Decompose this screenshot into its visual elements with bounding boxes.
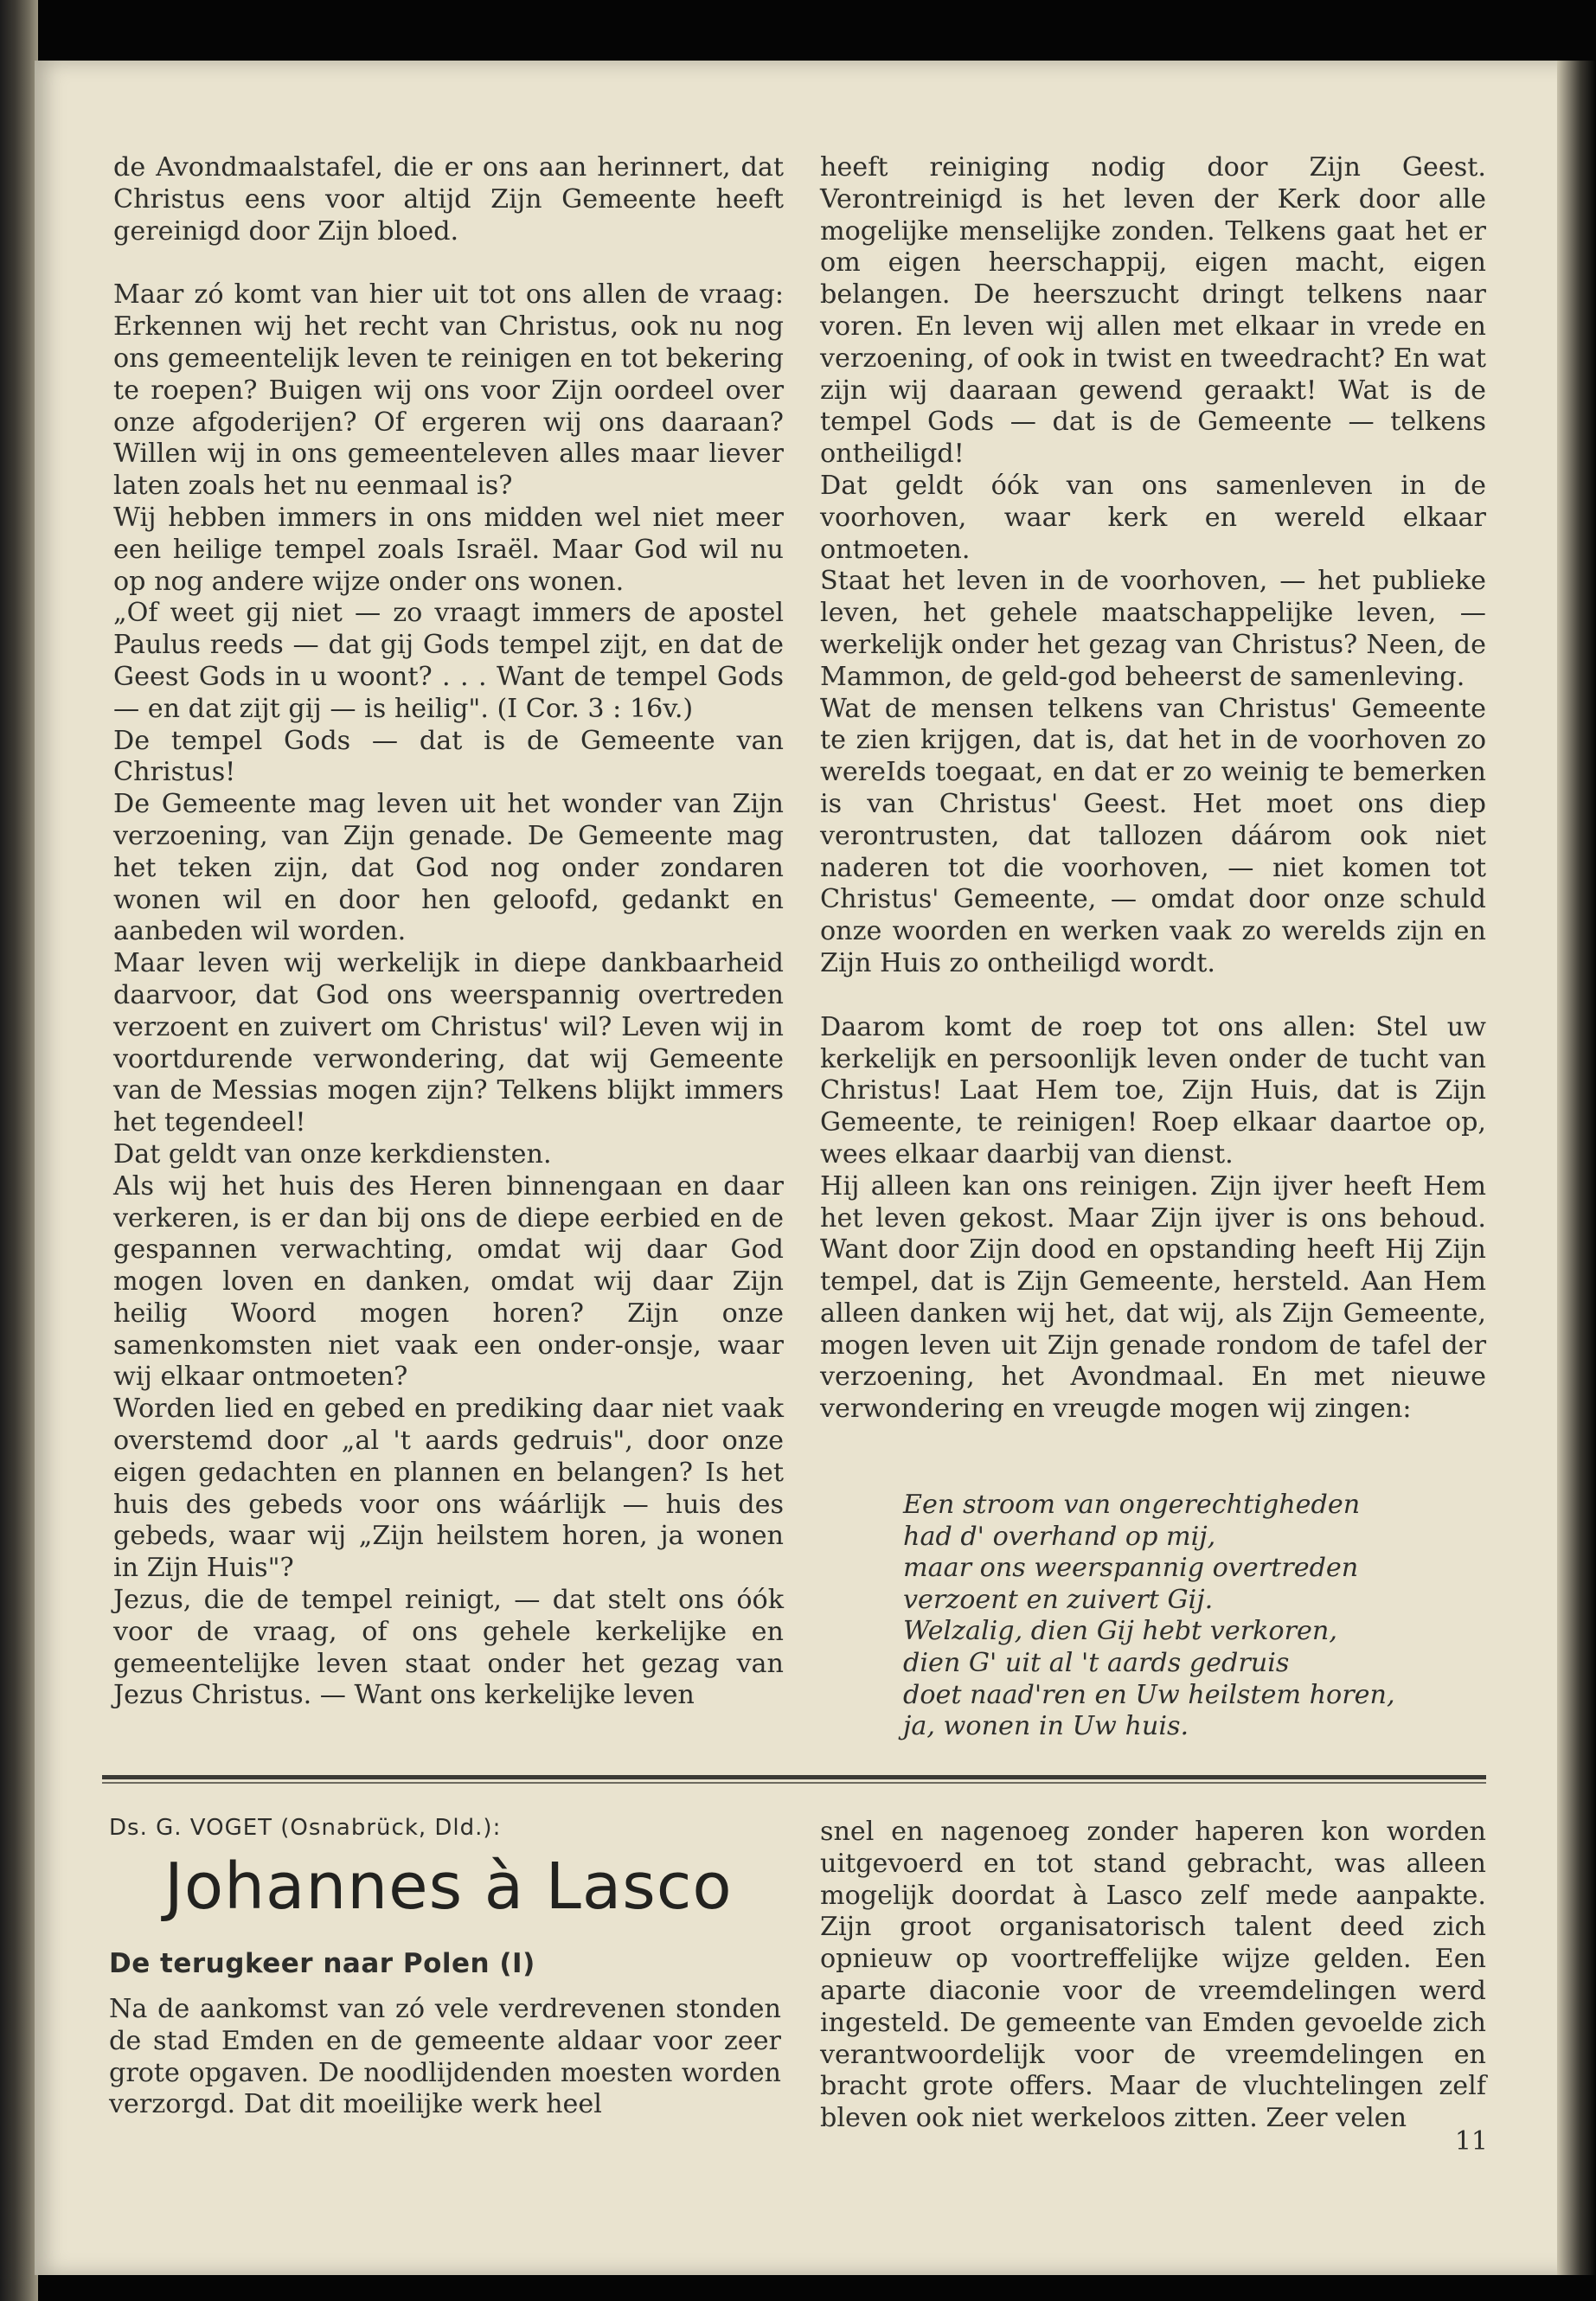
verse-line: ja, wonen in Uw huis. bbox=[903, 1711, 1189, 1742]
right-column bbox=[820, 152, 1486, 1426]
paragraph: Dat geldt óók van ons samenleven in de voorhoven, waar kerk en wereld elkaar ontmoeten. bbox=[820, 470, 1486, 565]
paragraph: heeft reiniging nodig door Zijn Geest. Verontreinigd is het leven der Kerk door alle mogelijke menselijke zonden. Telkens gaat het er om eigen heerschappij, eigen macht, eigen belangen. De heerszucht dringt telkens naar voren. En leven wij allen met elkaar in vrede en verzoening, of ook in twist en tweedracht? En wat zijn wij daaraan gewend geraakt! Wat is de tempel Gods — dat is de Gemeente — telkens ontheiligd! bbox=[820, 152, 1486, 470]
article-right-text bbox=[820, 1817, 1486, 2135]
paragraph: Als wij het huis des Heren binnengaan en daar verkeren, is er dan bij ons de diepe eerbied en de gespannen verwachting, omdat wij daar God mogen loven en danken, omdat wij daar Zijn heilig Woord mogen horen? Zijn onze samenkomsten niet vaak een onder-onsje, waar wij elkaar ontmoeten? bbox=[113, 1170, 784, 1393]
verse-line: Een stroom van ongerechtigheden bbox=[903, 1490, 1361, 1520]
paragraph: „Of weet gij niet — zo vraagt immers de apostel Paulus reeds — dat gij Gods tempel zijt, en dat de Geest Gods in u woont? . . . Want de tempel Gods — en dat zijt gij — is heilig". (I Cor. 3 : 16v.) bbox=[113, 598, 784, 724]
hymn-verse bbox=[903, 1490, 1457, 1743]
left-column bbox=[113, 152, 784, 1712]
paragraph: Na de aankomst van zó vele verdrevenen stonden de stad Emden en de gemeente aldaar voor zeer grote opgaven. De noodlijdenden moesten worden verzorgd. Dat dit moeilijke werk heel bbox=[109, 1994, 781, 2120]
paragraph: Jezus, die de tempel reinigt, — dat stelt ons óók voor de vraag, of ons gehele kerkelijke en gemeentelijke leven staat onder het gezag van Jezus Christus. — Want ons kerkelijke leven bbox=[113, 1585, 784, 1711]
article-subtitle: De terugkeer naar Polen (I) bbox=[109, 1948, 535, 1979]
page-number: 11 bbox=[1454, 2126, 1488, 2157]
article-byline: Ds. G. VOGET (Osnabrück, Dld.): bbox=[109, 1815, 502, 1841]
verse-line: dien G' uit al 't aards gedruis bbox=[903, 1647, 1290, 1678]
verse-line: had d' overhand op mij, bbox=[903, 1521, 1216, 1552]
section-divider-thin bbox=[102, 1782, 1486, 1784]
verse-line: doet naad'ren en Uw heilstem horen, bbox=[903, 1679, 1395, 1710]
paragraph: de Avondmaalstafel, die er ons aan herinnert, dat Christus eens voor altijd Zijn Gemeente heeft gereinigd door Zijn bloed. bbox=[113, 152, 784, 247]
verse-line: maar ons weerspannig overtreden bbox=[903, 1553, 1359, 1584]
paragraph: De tempel Gods — dat is de Gemeente van Christus! bbox=[113, 725, 784, 788]
paragraph: Wij hebben immers in ons midden wel niet meer een heilige tempel zoals Israël. Maar God wil nu op nog andere wijze onder ons wonen. bbox=[113, 502, 784, 597]
section-divider bbox=[102, 1775, 1486, 1779]
article-title: Johannes à Lasco bbox=[164, 1849, 733, 1924]
book-binding bbox=[0, 0, 38, 2301]
paragraph: Daarom komt de roep tot ons allen: Stel uw kerkelijk en persoonlijk leven onder de tucht van Christus! Laat Hem toe, Zijn Huis, dat is Zijn Gemeente, te reinigen! Roep elkaar daartoe op, wees elkaar daarbij van dienst. bbox=[820, 1011, 1486, 1170]
verse-line: Welzalig, dien Gij hebt verkoren, bbox=[903, 1616, 1337, 1647]
page-edge bbox=[1557, 61, 1596, 2275]
paragraph: Dat geldt van onze kerkdiensten. bbox=[113, 1138, 552, 1170]
paragraph: Staat het leven in de voorhoven, — het publieke leven, het gehele maatschappelijke leven, — werkelijk onder het gezag van Christus? Neen, de Mammon, de geld-god beheerst de samenleving. bbox=[820, 566, 1486, 692]
article-left-text bbox=[109, 1994, 781, 2121]
paragraph: snel en nagenoeg zonder haperen kon worden uitgevoerd en tot stand gebracht, was alleen mogelijk doordat à Lasco zelf mede aanpakte. Zijn groot organisatorisch talent deed zich opnieuw op voortreffelijke wijze gelden. Een aparte diaconie voor de vreemdelingen werd ingesteld. De gemeente van Emden gevoelde zich verantwoordelijk voor de vreemdelingen en bracht grote offers. Maar de vluchtelingen zelf bleven ook niet werkeloos zitten. Zeer velen bbox=[820, 1817, 1486, 2134]
paragraph: Maar zó komt van hier uit tot ons allen de vraag: Erkennen wij het recht van Christus, ook nu nog ons gemeentelijk leven te reinigen en tot bekering te roepen? Buigen wij ons voor Zijn oordeel over onze afgoderijen? Of ergeren wij ons daaraan? Willen wij in ons gemeenteleven alles maar liever laten zoals het nu eenmaal is? bbox=[113, 279, 784, 502]
paragraph: Hij alleen kan ons reinigen. Zijn ijver heeft Hem het leven gekost. Maar Zijn ijver is ons behoud. Want door Zijn dood en opstanding heeft Hij Zijn tempel, dat is Zijn Gemeente, hersteld. Aan Hem alleen danken wij het, dat wij, als Zijn Gemeente, mogen leven uit Zijn genade rondom de tafel der verzoening, het Avondmaal. En met nieuwe verwondering en vreugde mogen wij zingen: bbox=[820, 1170, 1486, 1425]
paragraph: De Gemeente mag leven uit het wonder van Zijn verzoening, van Zijn genade. De Gemeente mag het teken zijn, dat God nog onder zondaren wonen wil en door hen geloofd, gedankt en aanbeden wil worden. bbox=[113, 789, 784, 947]
paragraph: Worden lied en gebed en prediking daar niet vaak overstemd door „al 't aards gedruis", door onze eigen gedachten en plannen en belangen? Is het huis des gebeds voor ons wáárlijk — huis des gebeds, waar wij „Zijn heilstem horen, ja wonen in Zijn Huis"? bbox=[113, 1394, 784, 1584]
verse-line: verzoent en zuivert Gij. bbox=[903, 1584, 1214, 1615]
paragraph: Wat de mensen telkens van Christus' Gemeente te zien krijgen, dat is, dat het in de voorhoven zo wereIds toegaat, en dat er zo weinig te bemerken is van Christus' Geest. Het moet ons diep verontrusten, dat tallozen dáárom ook niet naderen tot die voorhoven, — niet komen tot Christus' Gemeente, — omdat door onze schuld onze woorden en werken vaak zo werelds zijn en Zijn Huis zo ontheiligd wordt. bbox=[820, 693, 1486, 978]
paragraph: Maar leven wij werkelijk in diepe dankbaarheid daarvoor, dat God ons weerspannig overtreden verzoent en zuivert om Christus' wil? Leven wij in voortdurende verwondering, dat wij Gemeente van de Messias mogen zijn? Telkens blijkt immers het tegendeel! bbox=[113, 948, 784, 1138]
